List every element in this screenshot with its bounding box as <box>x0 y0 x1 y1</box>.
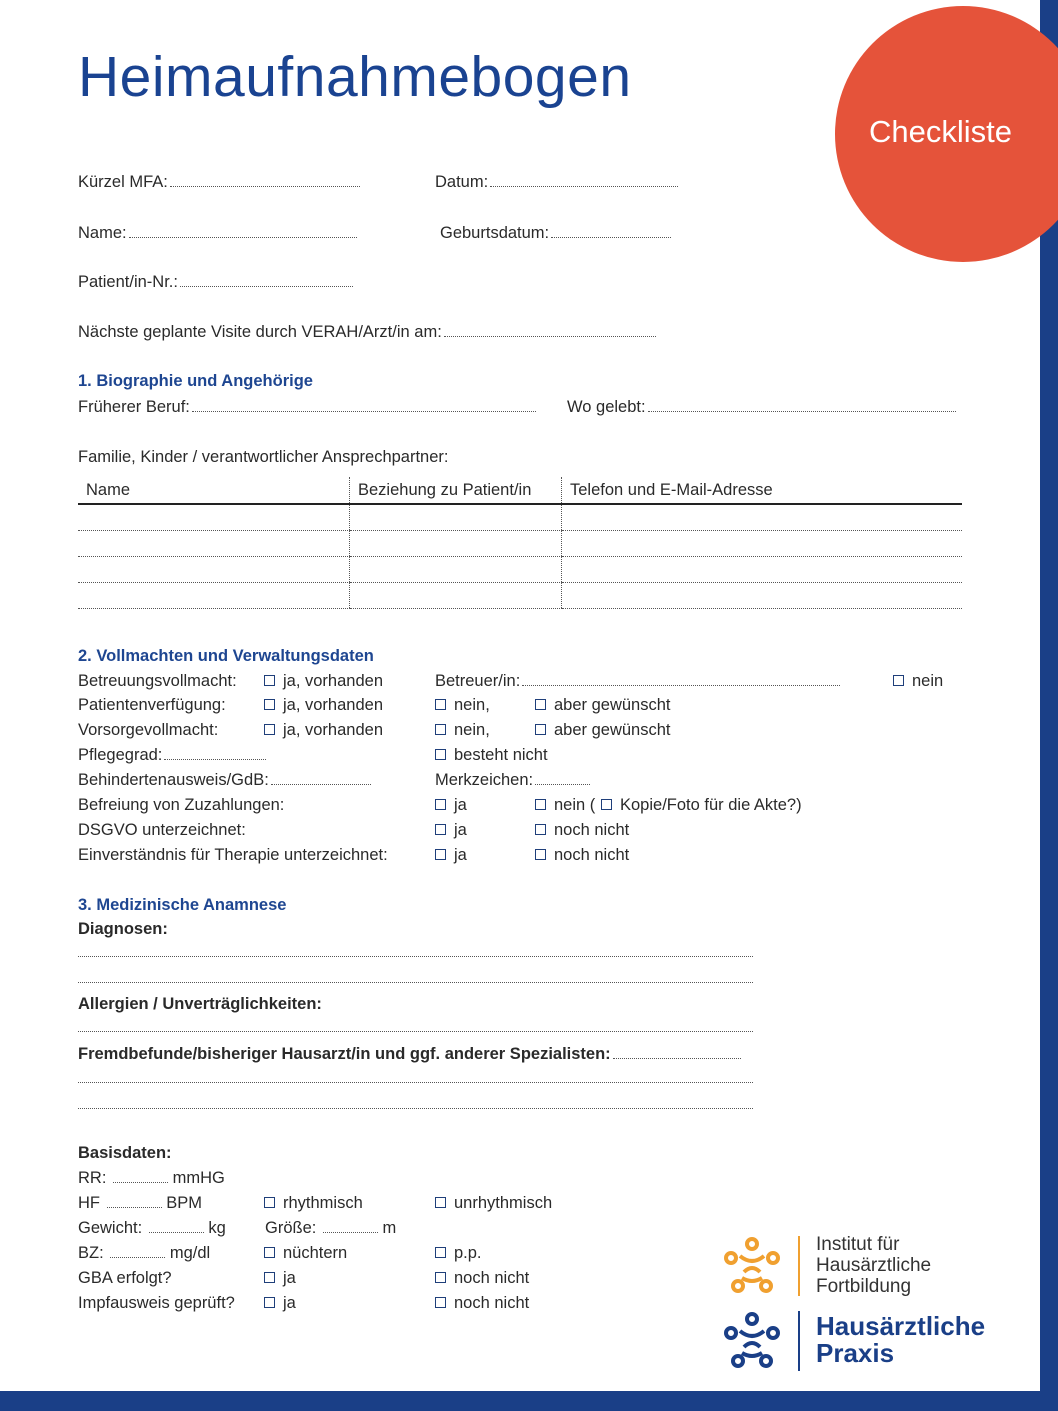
patient-nr-field[interactable] <box>78 273 353 292</box>
rr-field[interactable] <box>78 1169 225 1188</box>
checkbox-icon <box>264 1297 275 1308</box>
option-label: p.p. <box>454 1244 482 1262</box>
hf-unit: BPM <box>166 1194 202 1212</box>
checkbox-icon <box>435 1197 446 1208</box>
bz-field[interactable] <box>78 1244 210 1263</box>
section2-heading: 2. Vollmachten und Verwaltungsdaten <box>78 647 374 665</box>
betreuer-field[interactable] <box>435 672 840 691</box>
rhythmisch-checkbox[interactable] <box>264 1194 363 1213</box>
fremdbefunde-label: Fremdbefunde/bisheriger Hausarzt/in und ggf. anderer Spezialisten: <box>78 1045 611 1063</box>
table-header-row <box>78 477 962 504</box>
diagnosen-label: Diagnosen: <box>78 920 168 938</box>
patientenverfuegung-label: Patientenverfügung: <box>78 696 226 714</box>
dsgvo-ja-checkbox[interactable] <box>435 821 467 840</box>
pflegegrad-label: Pflegegrad: <box>78 746 163 764</box>
table-row[interactable] <box>78 583 962 609</box>
bottom-border-bar <box>0 1391 1058 1411</box>
fremdbefunde-field[interactable] <box>78 1045 741 1064</box>
nuechtern-checkbox[interactable] <box>264 1244 347 1263</box>
kopie-foto-checkbox[interactable] <box>601 796 802 815</box>
diagnosen-line[interactable] <box>78 981 753 983</box>
visite-field[interactable] <box>78 323 656 342</box>
merkzeichen-label: Merkzeichen: <box>435 771 534 789</box>
option-label: rhythmisch <box>283 1194 363 1212</box>
patientenverfuegung-ja-checkbox[interactable] <box>264 696 383 715</box>
option-label: noch nicht <box>554 846 630 864</box>
institut-logo-icon <box>722 1236 782 1296</box>
checkbox-icon <box>535 799 546 810</box>
behindertenausweis-label: Behindertenausweis/GdB: <box>78 771 269 789</box>
col-beziehung-header: Beziehung zu Patient/in <box>350 477 562 504</box>
betreuungsvollmacht-label: Betreuungsvollmacht: <box>78 672 237 690</box>
checkbox-icon <box>264 699 275 710</box>
kuerzel-field[interactable] <box>78 173 360 192</box>
groesse-field[interactable] <box>265 1219 396 1238</box>
option-label: ja <box>454 821 467 839</box>
institut-line: Hausärztliche <box>816 1255 932 1276</box>
option-label: nein, <box>454 696 490 714</box>
betreuer-label: Betreuer/in: <box>435 672 521 690</box>
datum-field[interactable] <box>435 173 678 192</box>
impfausweis-ja-checkbox[interactable] <box>264 1294 296 1313</box>
unrhythmisch-checkbox[interactable] <box>435 1194 552 1213</box>
checkbox-icon <box>435 1297 446 1308</box>
betreuer-nein-checkbox[interactable] <box>893 672 943 691</box>
checkbox-icon <box>435 699 446 710</box>
wo-gelebt-label: Wo gelebt: <box>567 398 646 416</box>
table-row[interactable] <box>78 504 962 531</box>
geburtsdatum-field[interactable] <box>440 224 671 243</box>
fremdbefunde-line[interactable] <box>78 1107 753 1109</box>
vorsorgevollmacht-label: Vorsorgevollmacht: <box>78 721 219 739</box>
befreiung-label: Befreiung von Zuzahlungen: <box>78 796 285 814</box>
checkbox-icon <box>264 1247 275 1258</box>
option-label: nein ( <box>554 796 596 814</box>
impfausweis-noch-nicht-checkbox[interactable] <box>435 1294 529 1313</box>
checkbox-icon <box>601 799 612 810</box>
checkbox-icon <box>264 1197 275 1208</box>
option-label: ja, vorhanden <box>283 672 383 690</box>
checkbox-icon <box>435 824 446 835</box>
praxis-divider <box>798 1311 800 1371</box>
family-contacts-table <box>78 477 962 609</box>
checkbox-icon <box>535 849 546 860</box>
visite-label: Nächste geplante Visite durch VERAH/Arzt/in am: <box>78 323 442 341</box>
groesse-unit: m <box>382 1219 397 1237</box>
familie-label: Familie, Kinder / verantwortlicher Ansprechpartner: <box>78 448 449 466</box>
name-field[interactable] <box>78 224 357 243</box>
fremdbefunde-line[interactable] <box>78 1081 753 1083</box>
rr-label: RR: <box>78 1169 107 1187</box>
institut-line: Fortbildung <box>816 1276 912 1297</box>
option-label: noch nicht <box>554 821 630 839</box>
befreiung-ja-checkbox[interactable] <box>435 796 467 815</box>
groesse-label: Größe: <box>265 1219 317 1237</box>
behindertenausweis-field[interactable] <box>78 771 371 790</box>
checkbox-icon <box>264 724 275 735</box>
checkbox-icon <box>535 724 546 735</box>
col-telefon-header: Telefon und E-Mail-Adresse <box>562 477 963 504</box>
gba-label: GBA erfolgt? <box>78 1269 172 1287</box>
pflegegrad-besteht-nicht-checkbox[interactable] <box>435 746 548 765</box>
checkbox-icon <box>893 675 904 686</box>
option-label: besteht nicht <box>454 746 548 764</box>
bz-label: BZ: <box>78 1244 104 1262</box>
table-row[interactable] <box>78 531 962 557</box>
gba-noch-nicht-checkbox[interactable] <box>435 1269 529 1288</box>
checkbox-icon <box>435 799 446 810</box>
dsgvo-label: DSGVO unterzeichnet: <box>78 821 246 839</box>
table-row[interactable] <box>78 557 962 583</box>
option-label: noch nicht <box>454 1294 530 1312</box>
section1-heading: 1. Biographie und Angehörige <box>78 372 313 390</box>
institut-logo-text <box>816 1234 931 1297</box>
checkbox-icon <box>535 699 546 710</box>
col-name-header: Name <box>78 477 350 504</box>
gewicht-label: Gewicht: <box>78 1219 143 1237</box>
checkbox-icon <box>435 1247 446 1258</box>
praxis-logo-icon <box>722 1311 782 1371</box>
bz-unit: mg/dl <box>169 1244 211 1262</box>
praxis-logo-text <box>816 1313 985 1367</box>
einverstaendnis-noch-nicht-checkbox[interactable] <box>535 846 629 865</box>
hf-label: HF <box>78 1194 100 1212</box>
einverstaendnis-label: Einverständnis für Therapie unterzeichnet: <box>78 846 388 864</box>
option-label: nein <box>912 672 944 690</box>
kuerzel-label: Kürzel MFA: <box>78 173 168 191</box>
option-label: ja <box>454 846 467 864</box>
allergien-label: Allergien / Unverträglichkeiten: <box>78 995 322 1013</box>
section3-heading: 3. Medizinische Anamnese <box>78 896 287 914</box>
option-label: unrhythmisch <box>454 1194 553 1212</box>
pp-checkbox[interactable] <box>435 1244 482 1263</box>
checkbox-icon <box>264 1272 275 1283</box>
rr-unit: mmHG <box>172 1169 225 1187</box>
checkbox-icon <box>435 1272 446 1283</box>
allergien-line[interactable] <box>78 1030 753 1032</box>
dsgvo-noch-nicht-checkbox[interactable] <box>535 821 629 840</box>
geburtsdatum-label: Geburtsdatum: <box>440 224 550 242</box>
option-label: aber gewünscht <box>554 696 671 714</box>
badge-label: Checkliste <box>869 114 1012 149</box>
praxis-line: Praxis <box>816 1338 895 1368</box>
checkbox-icon <box>435 749 446 760</box>
gewicht-unit: kg <box>208 1219 226 1237</box>
checkbox-icon <box>535 824 546 835</box>
patientenverfuegung-nein-checkbox[interactable] <box>435 696 490 715</box>
option-label: Kopie/Foto für die Akte?) <box>620 796 802 814</box>
option-label: ja, vorhanden <box>283 721 383 739</box>
patientenverfuegung-gewuenscht-checkbox[interactable] <box>535 696 671 715</box>
checkbox-icon <box>435 849 446 860</box>
merkzeichen-field[interactable] <box>435 771 590 790</box>
option-label: ja <box>283 1294 296 1312</box>
option-label: nein, <box>454 721 490 739</box>
option-label: ja <box>454 796 467 814</box>
diagnosen-line[interactable] <box>78 955 753 957</box>
datum-label: Datum: <box>435 173 489 191</box>
gba-ja-checkbox[interactable] <box>264 1269 296 1288</box>
wo-gelebt-field[interactable] <box>567 398 956 417</box>
institut-line: Institut für <box>816 1234 900 1255</box>
hf-field[interactable] <box>78 1194 202 1213</box>
impfausweis-label: Impfausweis geprüft? <box>78 1294 235 1312</box>
name-label: Name: <box>78 224 127 242</box>
befreiung-nein-checkbox[interactable] <box>535 796 595 815</box>
praxis-line: Hausärztliche <box>816 1311 986 1341</box>
frueherer-beruf-label: Früherer Beruf: <box>78 398 190 416</box>
option-label: ja <box>283 1269 296 1287</box>
option-label: nüchtern <box>283 1244 348 1262</box>
basisdaten-label: Basisdaten: <box>78 1144 172 1162</box>
betreuungsvollmacht-ja-checkbox[interactable] <box>264 672 383 691</box>
option-label: ja, vorhanden <box>283 696 383 714</box>
einverstaendnis-ja-checkbox[interactable] <box>435 846 467 865</box>
vorsorgevollmacht-nein-checkbox[interactable] <box>435 721 490 740</box>
frueherer-beruf-field[interactable] <box>78 398 536 417</box>
vorsorgevollmacht-ja-checkbox[interactable] <box>264 721 383 740</box>
pflegegrad-field[interactable] <box>78 746 266 765</box>
checkbox-icon <box>264 675 275 686</box>
institut-divider <box>798 1236 800 1296</box>
option-label: noch nicht <box>454 1269 530 1287</box>
patient-nr-label: Patient/in-Nr.: <box>78 273 178 291</box>
gewicht-field[interactable] <box>78 1219 226 1238</box>
checkbox-icon <box>435 724 446 735</box>
page-title: Heimaufnahmebogen <box>78 45 632 109</box>
option-label: aber gewünscht <box>554 721 671 739</box>
vorsorgevollmacht-gewuenscht-checkbox[interactable] <box>535 721 671 740</box>
